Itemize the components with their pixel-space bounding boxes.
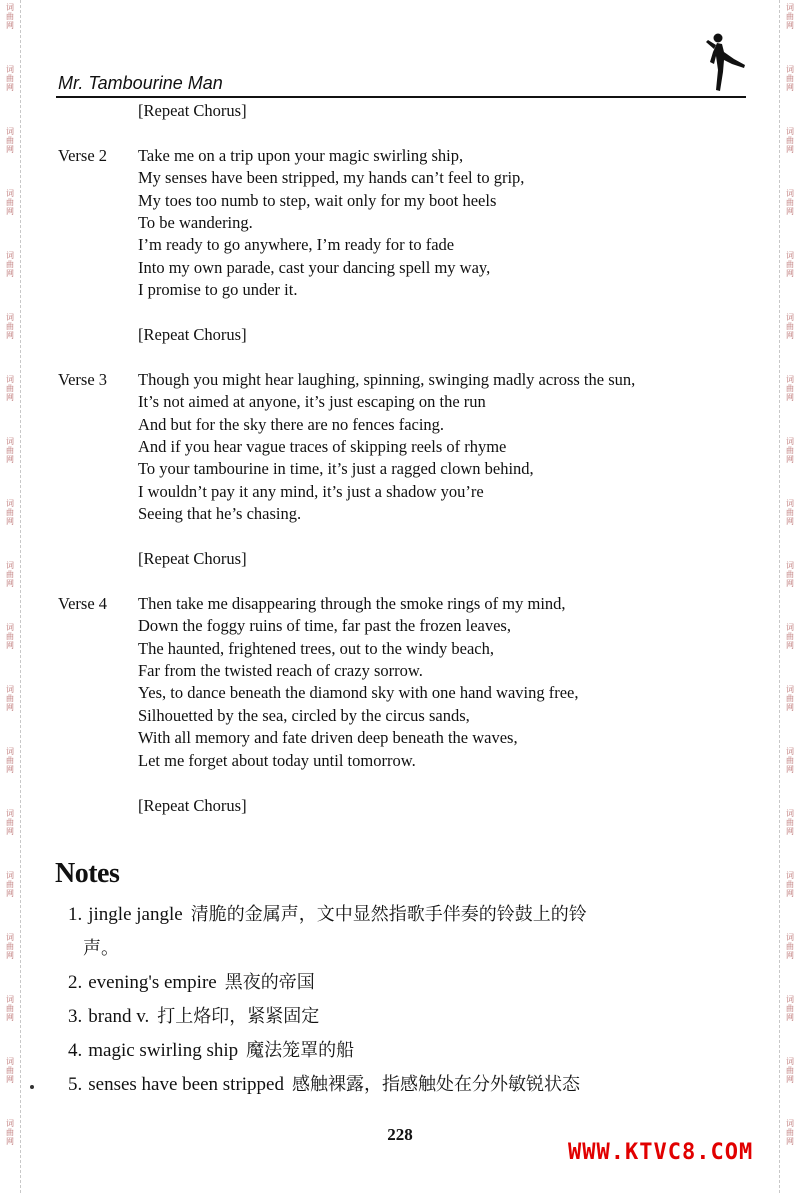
stanza-gap — [58, 772, 758, 794]
lyric-line — [58, 481, 758, 503]
lyric-line — [58, 391, 758, 413]
verse-label-spacer — [58, 167, 138, 189]
lyric-line — [58, 458, 758, 480]
lyric-text: [Repeat Chorus] — [138, 549, 247, 569]
lyric-line — [58, 190, 758, 212]
lyric-text: My senses have been stripped, my hands can’t feel to grip, — [138, 168, 525, 188]
verse-label-spacer — [58, 234, 138, 256]
note-meaning: 打上烙印，紧紧固定 — [157, 1006, 320, 1027]
lyric-line — [58, 369, 758, 391]
stanza-gap — [58, 570, 758, 592]
margin-watermark-mark: 词曲网 — [6, 995, 14, 1022]
note-term: evening's empire — [88, 972, 217, 993]
margin-watermark-mark: 词曲网 — [6, 561, 14, 588]
lyric-text: Yes, to dance beneath the diamond sky with one hand waving free, — [138, 683, 579, 703]
verse-label-spacer — [58, 638, 138, 660]
margin-watermark-mark: 词曲网 — [6, 1057, 14, 1084]
note-continuation: 声。 — [83, 938, 119, 959]
verse-label-spacer — [58, 750, 138, 772]
lyric-line — [58, 324, 758, 346]
lyric-line — [58, 615, 758, 637]
lyric-line — [58, 145, 758, 167]
lyric-text: My toes too numb to step, wait only for my boot heels — [138, 190, 497, 210]
verse-label: Verse 3 — [58, 369, 108, 389]
margin-watermark-mark: 词曲网 — [6, 65, 14, 92]
verse-label-spacer — [58, 795, 138, 817]
margin-watermark-mark: 词曲网 — [6, 3, 14, 30]
margin-watermark-mark: 词曲网 — [786, 685, 794, 712]
margin-watermark-mark: 词曲网 — [6, 375, 14, 402]
verse-label-spacer — [58, 548, 138, 570]
note-meaning: 黑夜的帝国 — [224, 972, 315, 993]
lyric-line — [58, 257, 758, 279]
margin-watermark-mark: 词曲网 — [6, 747, 14, 774]
right-margin-strip — [779, 0, 800, 1193]
margin-watermark-mark: 词曲网 — [786, 189, 794, 216]
verse-label-spacer — [58, 100, 138, 122]
lyric-line — [58, 503, 758, 525]
margin-watermark-mark: 词曲网 — [6, 809, 14, 836]
margin-watermark-mark: 词曲网 — [786, 995, 794, 1022]
lyric-line — [58, 279, 758, 301]
note-meaning: 清脆的金属声，文中显然指歌手伴奏的铃鼓上的铃 — [190, 904, 587, 925]
margin-watermark-mark: 词曲网 — [786, 3, 794, 30]
note-number: 3. — [68, 1006, 83, 1027]
verse-label-spacer — [58, 190, 138, 212]
margin-watermark-mark: 词曲网 — [786, 375, 794, 402]
margin-watermark-mark: 词曲网 — [6, 313, 14, 340]
stray-mark — [30, 1085, 34, 1089]
lyric-text: Far from the twisted reach of crazy sorrow. — [138, 661, 423, 681]
margin-watermark-mark: 词曲网 — [6, 871, 14, 898]
lyric-text: [Repeat Chorus] — [138, 795, 247, 815]
lyric-text: Let me forget about today until tomorrow. — [138, 750, 416, 770]
note-meaning: 感触裸露，指感触处在分外敏锐状态 — [292, 1074, 580, 1095]
stanza-gap — [58, 302, 758, 324]
note-item — [68, 898, 758, 932]
header-rule — [56, 96, 746, 98]
margin-watermark-mark: 词曲网 — [786, 623, 794, 650]
running-header-title: Mr. Tambourine Man — [58, 73, 223, 93]
lyric-text: Though you might hear laughing, spinning, swinging madly across the sun, — [138, 369, 636, 389]
note-term: jingle jangle — [88, 904, 183, 925]
margin-watermark-mark: 词曲网 — [786, 65, 794, 92]
lyric-line — [58, 705, 758, 727]
note-item — [68, 1068, 758, 1102]
stanza-gap — [58, 346, 758, 368]
stanza-gap — [58, 526, 758, 548]
note-number: 5. — [68, 1074, 83, 1095]
lyric-line — [58, 638, 758, 660]
verse-label-spacer — [58, 212, 138, 234]
lyric-line — [58, 548, 758, 570]
margin-watermark-mark: 词曲网 — [786, 251, 794, 278]
lyric-text: Down the foggy ruins of time, far past the frozen leaves, — [138, 616, 511, 636]
verse-label-spacer — [58, 458, 138, 480]
lyric-text: I promise to go under it. — [138, 280, 298, 300]
dancer-icon — [700, 30, 750, 99]
verse-label-spacer — [58, 279, 138, 301]
margin-watermark-mark: 词曲网 — [6, 499, 14, 526]
margin-watermark-mark: 词曲网 — [786, 809, 794, 836]
margin-watermark-mark: 词曲网 — [6, 933, 14, 960]
lyrics-body — [58, 100, 758, 817]
margin-watermark-mark: 词曲网 — [786, 933, 794, 960]
margin-watermark-mark: 词曲网 — [786, 1119, 794, 1146]
margin-watermark-mark: 词曲网 — [6, 623, 14, 650]
note-term: senses have been stripped — [88, 1074, 284, 1095]
lyric-text: To your tambourine in time, it’s just a ragged clown behind, — [138, 459, 534, 479]
site-watermark: WWW.KTVC8.COM — [568, 1140, 754, 1165]
verse-label-spacer — [58, 503, 138, 525]
lyric-line — [58, 795, 758, 817]
lyric-line — [58, 167, 758, 189]
stanza-gap — [58, 122, 758, 144]
margin-watermark-mark: 词曲网 — [786, 1057, 794, 1084]
lyric-text: The haunted, frightened trees, out to the windy beach, — [138, 638, 495, 658]
lyric-line — [58, 414, 758, 436]
lyric-text: I’m ready to go anywhere, I’m ready for to fade — [138, 235, 455, 255]
lyric-text: [Repeat Chorus] — [138, 101, 247, 120]
lyric-line — [58, 212, 758, 234]
verse-label-spacer — [58, 436, 138, 458]
note-item — [68, 966, 758, 1000]
lyric-text: To be wandering. — [138, 213, 253, 233]
margin-watermark-mark: 词曲网 — [6, 1119, 14, 1146]
lyric-text: Take me on a trip upon your magic swirling ship, — [138, 145, 464, 165]
margin-watermark-mark: 词曲网 — [786, 437, 794, 464]
verse-label-spacer — [58, 257, 138, 279]
note-number: 2. — [68, 972, 83, 993]
verse-label-spacer — [58, 391, 138, 413]
margin-watermark-mark: 词曲网 — [6, 251, 14, 278]
verse-label-spacer — [58, 481, 138, 503]
note-number: 4. — [68, 1040, 83, 1061]
page-number: 228 — [387, 1125, 413, 1144]
lyric-text: With all memory and fate driven deep beneath the waves, — [138, 728, 518, 748]
note-number: 1. — [68, 904, 83, 925]
verse-label-spacer — [58, 705, 138, 727]
verse-label-spacer — [58, 727, 138, 749]
notes-list — [68, 898, 758, 1102]
note-item — [68, 1000, 758, 1034]
verse-label: Verse 2 — [58, 145, 108, 165]
margin-watermark-mark: 词曲网 — [6, 189, 14, 216]
lyric-line — [58, 727, 758, 749]
margin-watermark-mark: 词曲网 — [786, 561, 794, 588]
lyric-line — [58, 234, 758, 256]
verse-label-spacer — [58, 660, 138, 682]
margin-watermark-mark: 词曲网 — [786, 127, 794, 154]
lyric-text: I wouldn’t pay it any mind, it’s just a shadow you’re — [138, 481, 484, 501]
verse-label-spacer — [58, 324, 138, 346]
lyric-line — [58, 100, 758, 122]
lyric-text: Into my own parade, cast your dancing spell my way, — [138, 257, 491, 277]
margin-watermark-mark: 词曲网 — [786, 871, 794, 898]
lyric-text: And if you hear vague traces of skipping reels of rhyme — [138, 437, 507, 457]
lyric-line — [58, 593, 758, 615]
margin-watermark-mark: 词曲网 — [786, 499, 794, 526]
margin-watermark-mark: 词曲网 — [6, 685, 14, 712]
lyric-text: [Repeat Chorus] — [138, 325, 247, 345]
lyric-line — [58, 750, 758, 772]
lyric-text: And but for the sky there are no fences facing. — [138, 414, 445, 434]
verse-label-spacer — [58, 414, 138, 436]
notes-heading: Notes — [55, 858, 120, 889]
left-margin-strip — [0, 0, 21, 1193]
verse-label: Verse 4 — [58, 593, 108, 613]
note-meaning: 魔法笼罩的船 — [246, 1040, 355, 1061]
margin-watermark-mark: 词曲网 — [786, 313, 794, 340]
lyric-text: It’s not aimed at anyone, it’s just escaping on the run — [138, 392, 486, 412]
verse-label-spacer — [58, 615, 138, 637]
margin-watermark-mark: 词曲网 — [6, 437, 14, 464]
lyric-text: Then take me disappearing through the smoke rings of my mind, — [138, 593, 566, 613]
lyric-text: Silhouetted by the sea, circled by the circus sands, — [138, 705, 470, 725]
lyric-text: Seeing that he’s chasing. — [138, 504, 302, 524]
lyric-line — [58, 436, 758, 458]
lyric-line — [58, 660, 758, 682]
verse-label-spacer — [58, 682, 138, 704]
note-item — [68, 1034, 758, 1068]
note-term: brand v. — [88, 1006, 150, 1027]
lyric-line — [58, 682, 758, 704]
margin-watermark-mark: 词曲网 — [786, 747, 794, 774]
margin-watermark-mark: 词曲网 — [6, 127, 14, 154]
note-term: magic swirling ship — [88, 1040, 239, 1061]
